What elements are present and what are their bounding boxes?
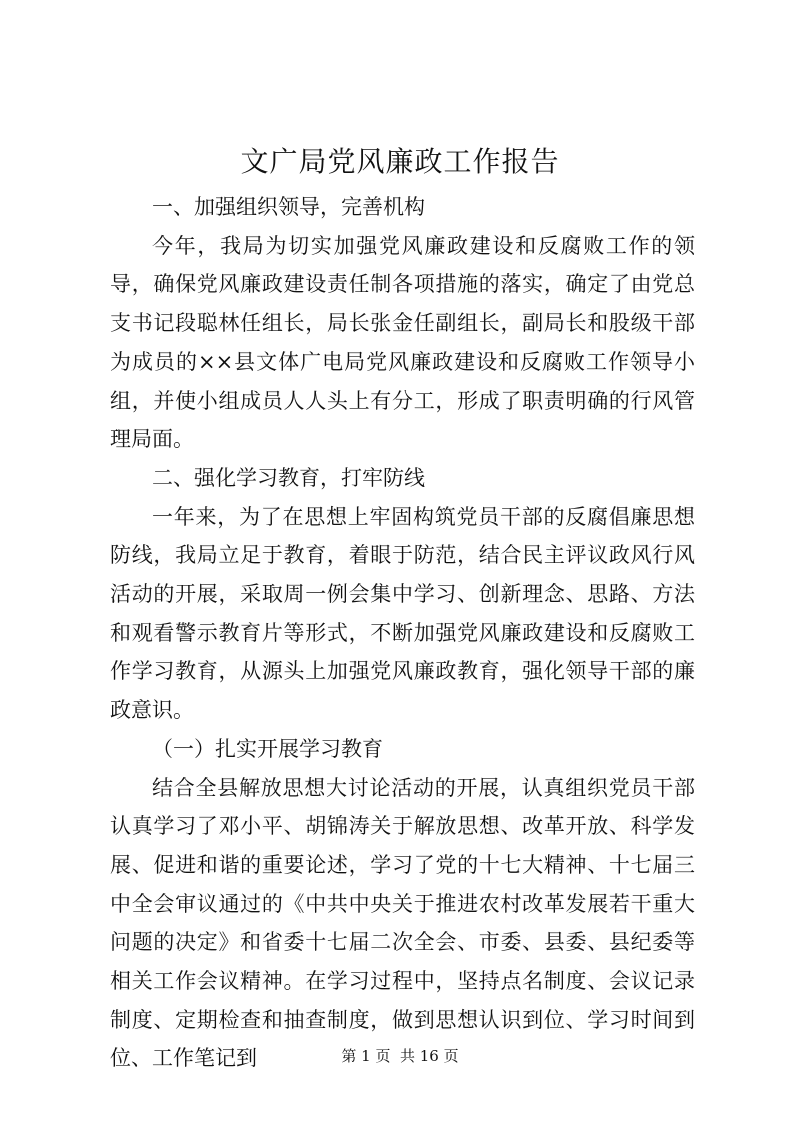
- paragraph-1: 今年，我局为切实加强党风廉政建设和反腐败工作的领导，确保党风廉政建设责任制各项措施的落实，确定了由党总支书记段聪林任组长，局长张金任副组长，副局长和股级干部为成员的××县文体广电局党风廉政建设和反腐败工作领导小组，并使小组成员人人头上有分工，形成了职责明确的行风管理局面。: [110, 233, 695, 452]
- page-number-label: 第 1 页 共 16 页: [341, 1047, 459, 1065]
- page-footer: [0, 1045, 800, 1067]
- paragraph-2: 一年来，为了在思想上牢固构筑党员干部的反腐倡廉思想防线，我局立足于教育，着眼于防范，结合民主评议政风行风活动的开展，采取周一例会集中学习、创新理念、思路、方法和观看警示教育片等形式，不断加强党风廉政建设和反腐败工作学习教育，从源头上加强党风廉政教育，强化领导干部的廉政意识。: [110, 504, 695, 723]
- document-title: 文广局党风廉政工作报告: [240, 145, 560, 178]
- subsection-heading-1: （一）扎实开展学习教育: [152, 736, 383, 761]
- paragraph-3: 结合全县解放思想大讨论活动的开展，认真组织党员干部认真学习了邓小平、胡锦涛关于解放思想、改革开放、科学发展、促进和谐的重要论述，学习了党的十七大精神、十七届三中全会审议通过的《中共中央关于推进农村改革发展若干重大问题的决定》和省委十七届二次全会、市委、县委、县纪委等相关工作会议精神。在学习过程中，坚持点名制度、会议记录制度、定期检查和抽查制度，做到思想认识到位、学习时间到位、工作笔记到: [110, 775, 695, 1071]
- section-heading-2: 二、强化学习教育，打牢防线: [152, 465, 425, 490]
- section-heading-1: 一、加强组织领导，完善机构: [152, 195, 425, 219]
- document-body: [110, 188, 695, 1078]
